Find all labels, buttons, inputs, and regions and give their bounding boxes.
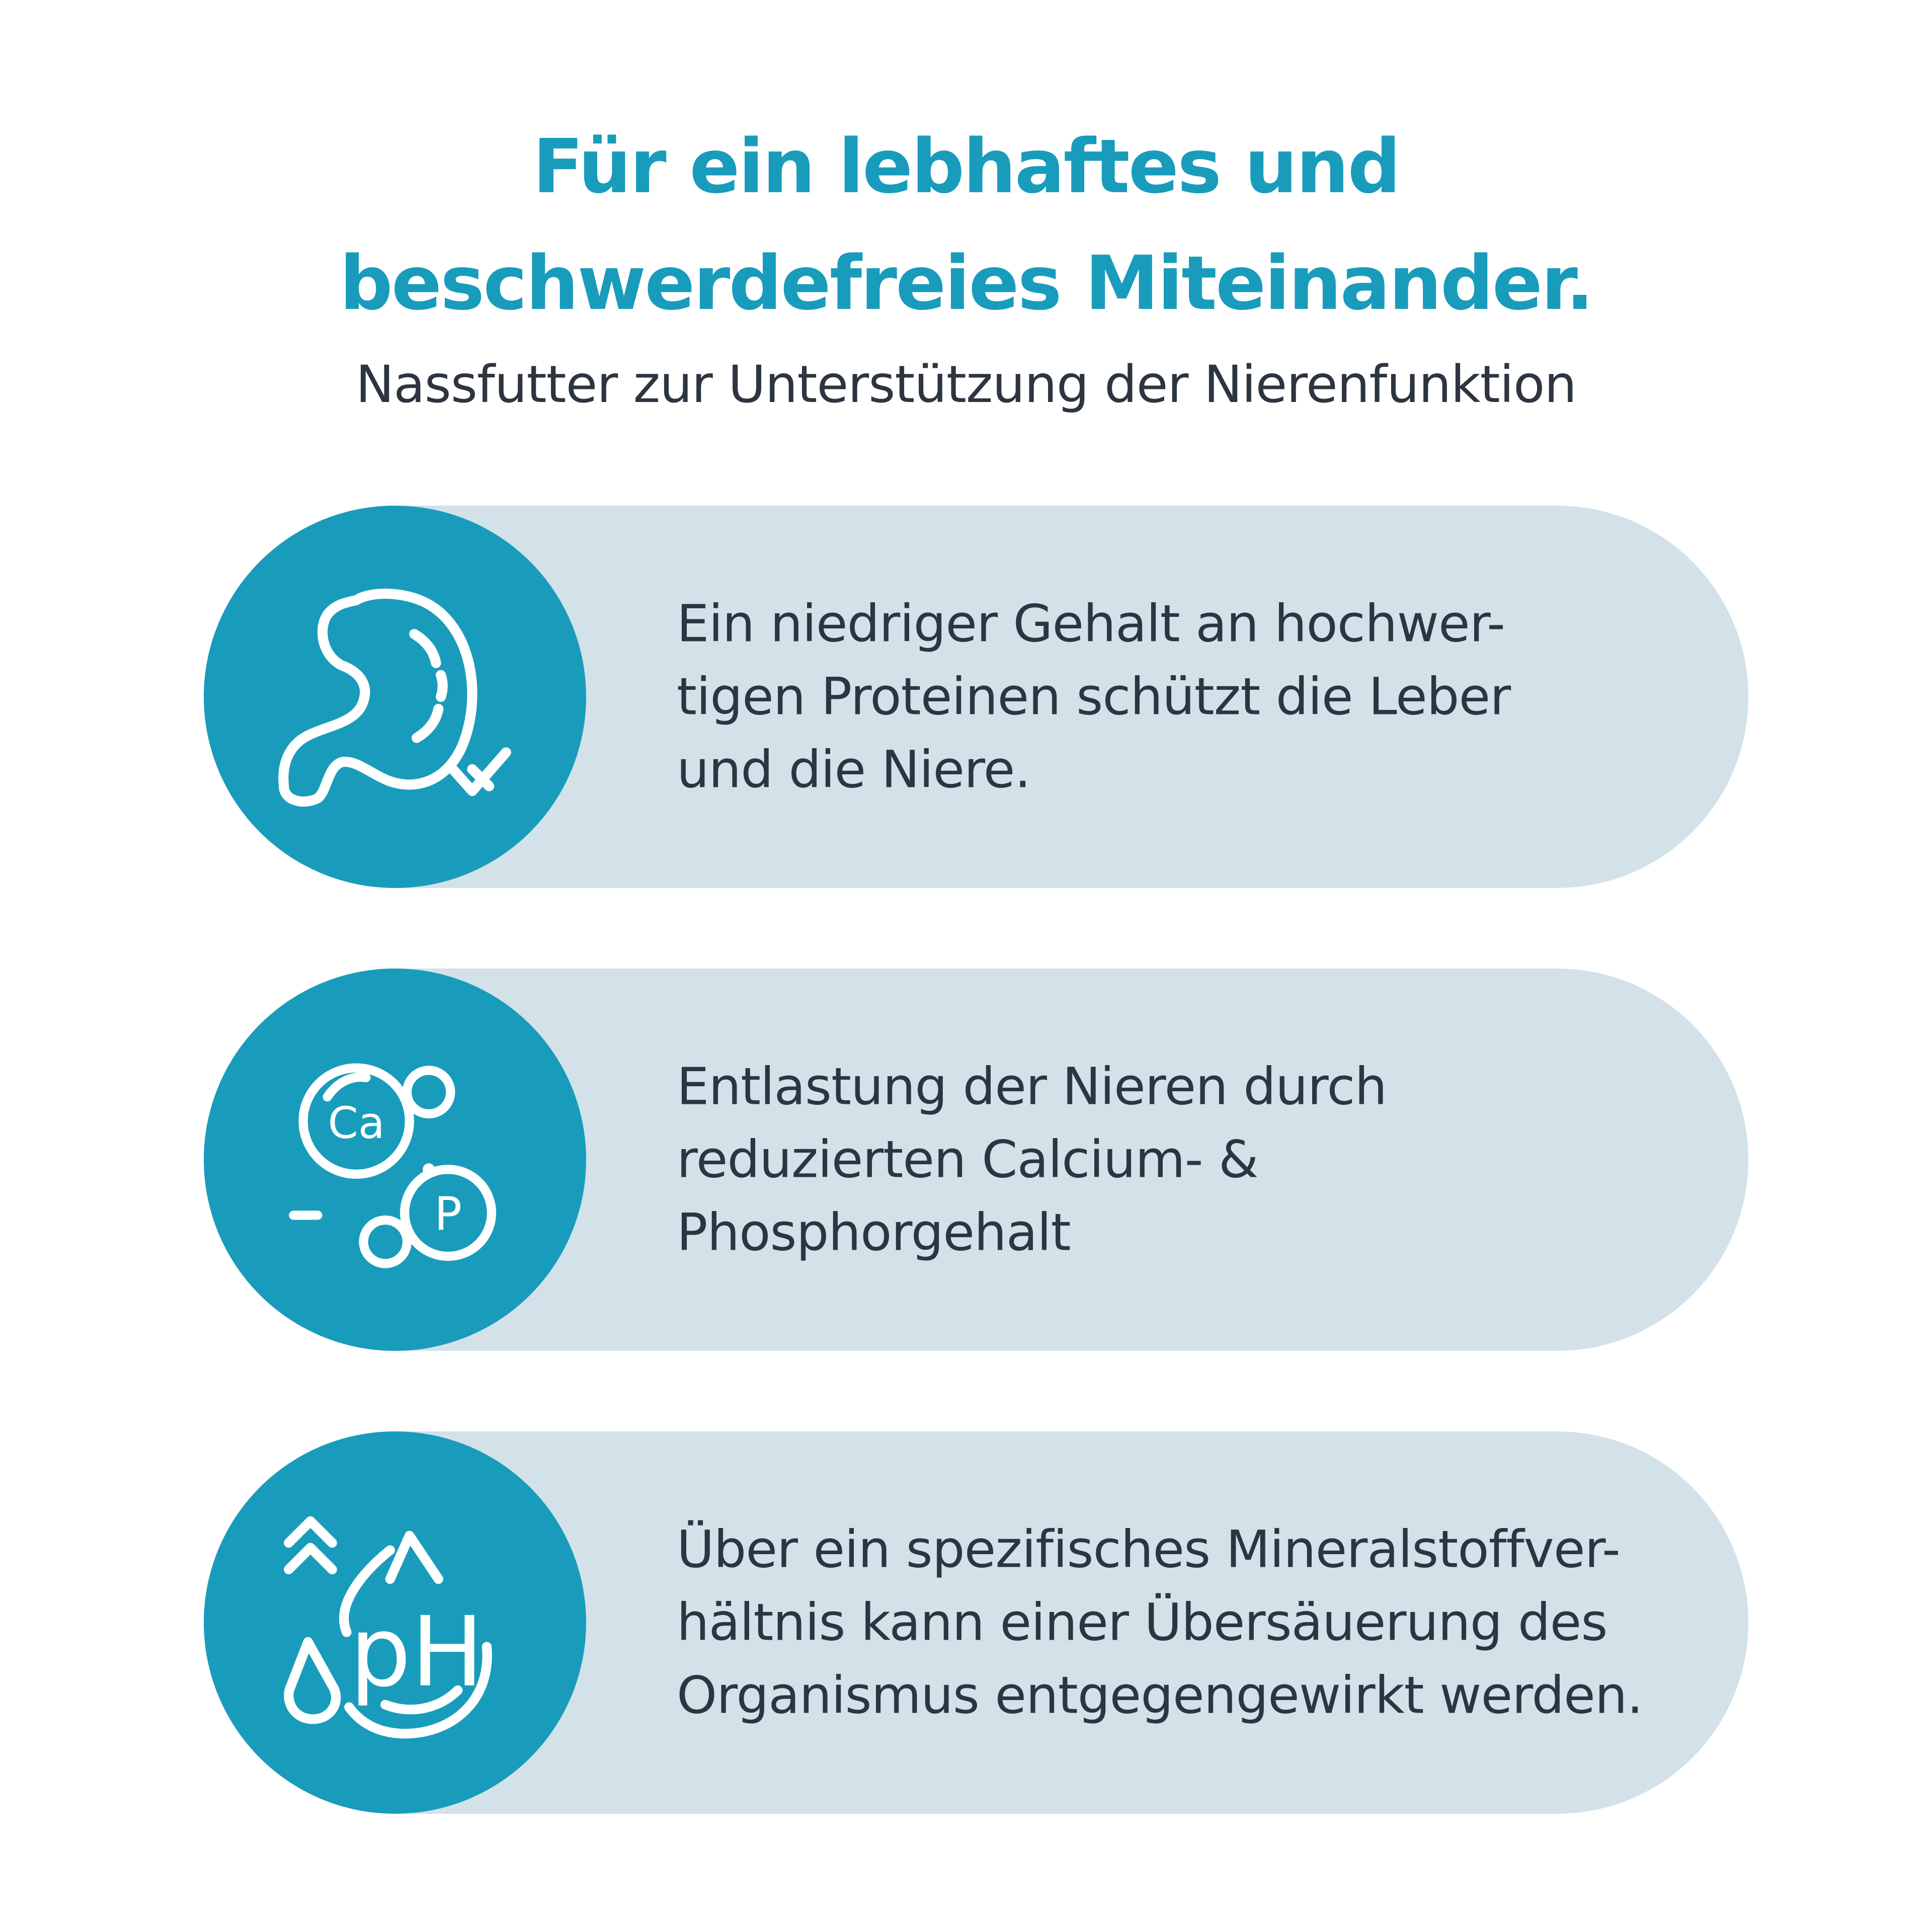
calcium-symbol: Ca [328,1098,385,1149]
benefit-text-line: reduzierten Calcium- & [677,1130,1258,1190]
phosphor-symbol: P [434,1187,462,1241]
benefit-text-line: Über ein spezifisches Mineralstoffver- [677,1519,1620,1580]
benefit-text-line: Ein niedriger Gehalt an hochwer- [677,594,1505,654]
benefit-text-line: Phosphorgehalt [677,1202,1071,1263]
benefit-text [677,1513,1723,1732]
benefit-card-liver-kidney [204,506,1748,888]
benefit-card-acid-balance [204,1431,1748,1814]
ph-label: pH [350,1596,484,1709]
benefit-text-line: Organismus entgegengewirkt werden. [677,1665,1643,1726]
page-subtitle: Nassfutter zur Unterstützung der Nierenfunktion [355,355,1577,415]
calcium-phosphor-molecules-icon [274,1039,516,1280]
benefit-text-line: hältnis kann einer Übersäuerung des [677,1592,1607,1653]
benefit-text-line: und die Niere. [677,740,1030,800]
benefit-icon-badge [204,1431,586,1814]
page-title [0,108,1932,342]
benefit-text-line: Entlastung der Nieren durch [677,1057,1387,1117]
stomach-check-icon [274,576,516,818]
benefit-text [677,588,1723,807]
title-line-2: beschwerdefreies Miteinander. [339,240,1593,327]
benefit-card-calcium-phosphor [204,969,1748,1351]
benefit-text-line: tigen Proteinen schützt die Leber [677,667,1511,727]
benefit-icon-badge [204,506,586,888]
benefit-text [677,1051,1723,1269]
title-line-1: Für ein lebhaftes und [532,123,1400,210]
benefit-icon-badge [204,969,586,1351]
ph-drop-icon [274,1502,516,1743]
